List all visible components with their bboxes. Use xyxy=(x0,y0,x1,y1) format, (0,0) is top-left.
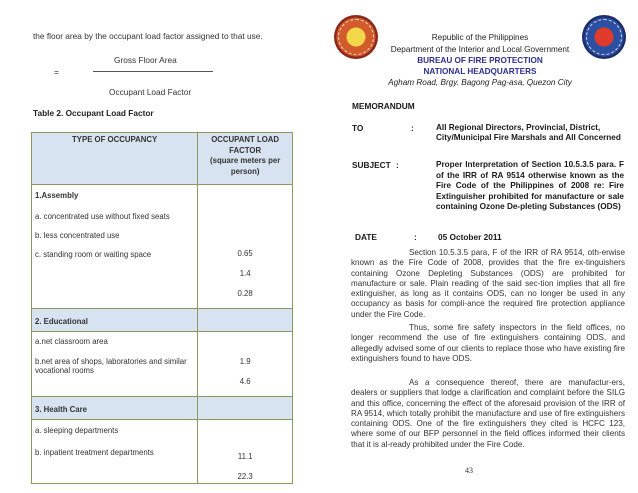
header-load-factor xyxy=(198,133,293,185)
memo-paragraph xyxy=(351,378,625,450)
memo-paragraph xyxy=(351,323,625,364)
left-page xyxy=(0,0,316,493)
table-header-row xyxy=(32,133,293,185)
load-factor-value: 1.9 xyxy=(239,357,251,366)
formula-equals: = xyxy=(54,67,59,77)
letterhead-headquarters: NATIONAL HEADQUARTERS xyxy=(423,67,537,76)
section-health-care-values xyxy=(198,420,293,484)
section-title: 2. Educational xyxy=(32,309,198,332)
to-value: All Regional Directors, Provincial, District, City/Municipal Fire Marshals and All Concerned xyxy=(436,123,621,143)
load-factor-value: 11.1 xyxy=(237,452,253,461)
occupancy-item: c. standing room or waiting space xyxy=(35,250,152,259)
paragraph-text: As a consequence thereof, there are manufactur-ers, dealers or suppliers that lodge a clarification and complaint before the SILG and this office, concerning the effect of the aforesaid provision of the IRR of RA 9514, which totally prohibit the manufacture and use of fire extinguishers containing ODS. One of the fire extinguishers they cited is HCFC 123, where some of our BFP personnel in the field offices informed their clients that it is al-ready prohibited under the Fire Code. xyxy=(351,378,625,449)
formula-denominator: Occupant Load Factor xyxy=(109,87,192,97)
occupancy-item: b. less concentrated use xyxy=(35,231,120,240)
formula-fraction-line xyxy=(93,71,213,72)
subject-colon: : xyxy=(396,160,399,170)
section-title: 1.Assembly xyxy=(35,191,79,200)
letterhead-department: Department of the Interior and Local Government xyxy=(390,45,570,54)
section-educational-values xyxy=(198,332,293,397)
load-factor-value: 22.3 xyxy=(237,472,253,481)
subject-value: Proper Interpretation of Section 10.5.3.5 para. F of the IRR of RA 9514 otherwise known as the Fire Code of the Philippines of 2008 re: Fire Extinguisher prohibited for manufacture or sale containing Ozone De-pleting Substances (ODS) xyxy=(436,160,624,211)
date-label: DATE xyxy=(355,232,377,242)
header-load-factor-title: OCCUPANT LOAD FACTOR xyxy=(211,135,280,155)
date-value: 05 October 2011 xyxy=(438,232,502,242)
memo-title: MEMORANDUM xyxy=(352,101,415,111)
date-colon: : xyxy=(414,232,417,242)
occupancy-item: a.net classroom area xyxy=(35,337,108,346)
header-load-factor-unit: (square meters per person) xyxy=(210,156,281,176)
page-number: 43 xyxy=(465,466,473,475)
table-section-row xyxy=(32,332,293,397)
table-section-header-row xyxy=(32,397,293,420)
letterhead-address: Agham Road, Brgy. Bagong Pag-asa, Quezon City xyxy=(388,78,572,87)
section-assembly-cell xyxy=(32,185,198,309)
paragraph-text: Section 10.5.3.5 para, F of the IRR of RA 9514, oth-erwise known as the Fire Code of 2008, provides that the fire ex-tinguishers containing Ozone Depleting Substances (ODS) are prohibited for manufacture or sale. Plain reading of the said sec-tion implies that all fire extinguisher, as long as it contains ODS, can no longer be used in any occupancy as basis for compli-ance the required fire protection appliance under the Fire Code. xyxy=(351,248,625,319)
section-health-care-cell xyxy=(32,420,198,484)
occupancy-item: a. sleeping departments xyxy=(35,426,119,435)
intro-text: the floor area by the occupant load factor assigned to that use. xyxy=(33,31,263,41)
occupant-load-table xyxy=(31,132,293,484)
load-factor-value: 0.65 xyxy=(237,249,253,258)
right-page xyxy=(320,0,638,493)
table-section-row xyxy=(32,185,293,309)
formula-numerator: Gross Floor Area xyxy=(114,55,177,65)
section-title-blank xyxy=(198,309,293,332)
subject-label: SUBJECT xyxy=(352,160,391,170)
load-factor-value: 4.6 xyxy=(239,377,251,386)
table-section-header-row xyxy=(32,309,293,332)
occupancy-item: b.net area of shops, laboratories and similar vocational rooms xyxy=(35,357,187,375)
to-label: TO xyxy=(352,123,364,133)
table-section-row xyxy=(32,420,293,484)
load-factor-value: 0.28 xyxy=(237,289,253,298)
section-title: 3. Health Care xyxy=(32,397,198,420)
letterhead-bureau: BUREAU OF FIRE PROTECTION xyxy=(417,56,543,65)
occupancy-item: a. concentrated use without fixed seats xyxy=(35,212,170,221)
table-title: Table 2. Occupant Load Factor xyxy=(33,108,154,118)
section-educational-cell xyxy=(32,332,198,397)
section-assembly-values xyxy=(198,185,293,309)
section-title-blank xyxy=(198,397,293,420)
header-occupancy-type: TYPE OF OCCUPANCY xyxy=(32,133,198,185)
letterhead-republic: Republic of the Philippines xyxy=(431,33,529,42)
paragraph-text: Thus, some fire safety inspectors in the field offices, no longer recommend the use of fire extinguishers containing ODS, and allegedly advised some of our clients to replace those who have existing fire extinguishers found to have ODS. xyxy=(351,323,625,363)
load-factor-value: 1.4 xyxy=(239,269,251,278)
memo-paragraph xyxy=(351,248,625,320)
to-colon: : xyxy=(411,123,414,133)
occupancy-item: b. inpatient treatment departments xyxy=(35,448,154,457)
